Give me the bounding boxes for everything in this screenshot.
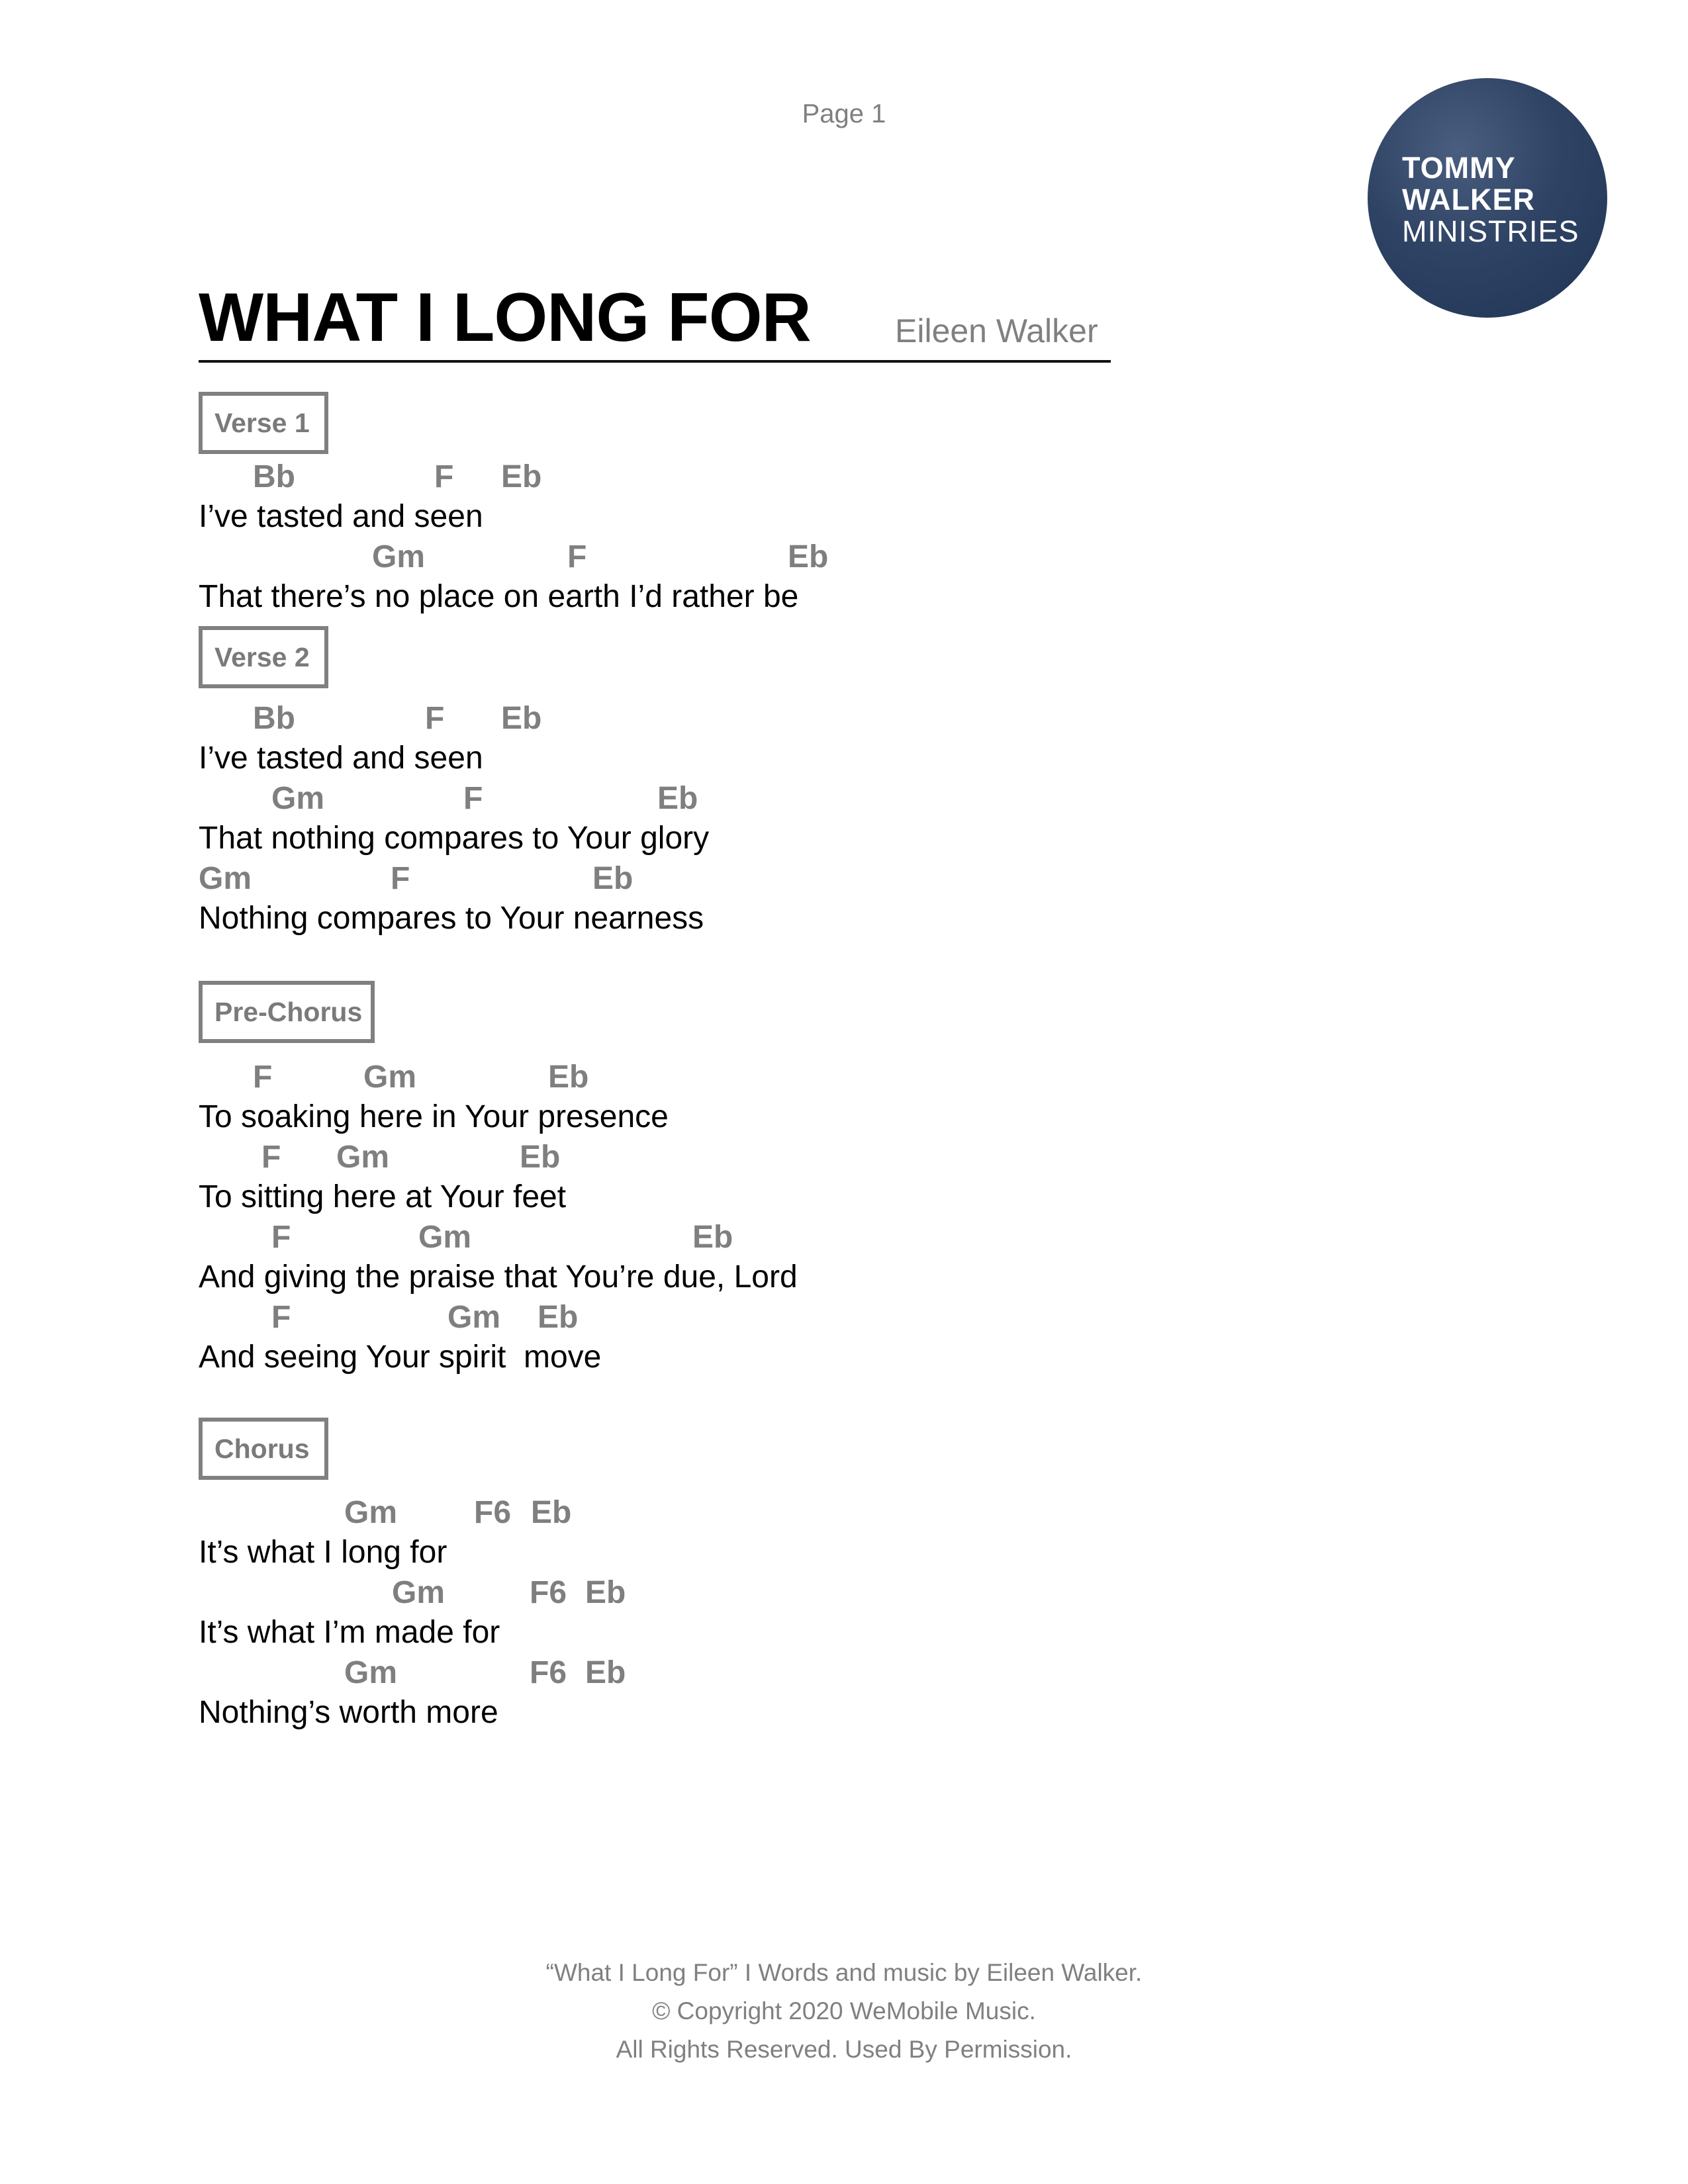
- chord: Eb: [585, 1655, 626, 1690]
- chord: Gm: [392, 1575, 445, 1610]
- song-author: Eileen Walker: [895, 312, 1098, 349]
- lyric-line: That there’s no place on earth I’d rather be: [199, 579, 799, 614]
- lyric-line: And giving the praise that You’re due, Lord: [199, 1259, 798, 1295]
- chord: F: [434, 459, 454, 494]
- chord: Eb: [788, 539, 829, 574]
- chord: F: [425, 701, 445, 736]
- chord: F: [391, 861, 410, 896]
- chord: Eb: [538, 1300, 579, 1335]
- lyric-line: It’s what I long for: [199, 1535, 447, 1570]
- section-label-verse-2: Verse 2: [199, 626, 328, 688]
- song-title: WHAT I LONG FOR: [199, 279, 811, 356]
- chord: F: [463, 781, 483, 816]
- section-label-chorus: Chorus: [199, 1418, 328, 1480]
- chord: F: [271, 1300, 291, 1335]
- footer-credits: “What I Long For” I Words and music by Eileen Walker.: [545, 1959, 1143, 1986]
- chord: Eb: [520, 1140, 561, 1175]
- chord: F: [567, 539, 587, 574]
- section-label-verse-1: Verse 1: [199, 392, 328, 454]
- chord: Eb: [585, 1575, 626, 1610]
- chord: Eb: [501, 701, 542, 736]
- chord: Eb: [657, 781, 698, 816]
- footer-copyright: © Copyright 2020 WeMobile Music.: [652, 1997, 1036, 2025]
- chord: Gm: [363, 1060, 417, 1095]
- chord: Gm: [418, 1220, 472, 1255]
- chord: Gm: [344, 1495, 398, 1530]
- chord: F6: [530, 1575, 567, 1610]
- chord: Gm: [199, 861, 252, 896]
- chord: Eb: [692, 1220, 733, 1255]
- lyric-line: To soaking here in Your presence: [199, 1099, 669, 1134]
- section-label-pre-chorus: Pre-Chorus: [199, 981, 375, 1043]
- logo-line-1: TOMMY: [1402, 151, 1516, 185]
- chord: F6: [474, 1495, 512, 1530]
- chord: Eb: [501, 459, 542, 494]
- chord: Gm: [344, 1655, 398, 1690]
- lyric-line: I’ve tasted and seen: [199, 499, 483, 534]
- lyric-line: It’s what I’m made for: [199, 1615, 500, 1650]
- lyric-line: And seeing Your spirit move: [199, 1340, 602, 1375]
- lyric-line: Nothing compares to Your nearness: [199, 901, 704, 936]
- chord: Eb: [592, 861, 633, 896]
- chord: Gm: [271, 781, 325, 816]
- chord: Gm: [372, 539, 426, 574]
- chord: F: [261, 1140, 281, 1175]
- chord: Bb: [253, 701, 295, 736]
- chord: F: [271, 1220, 291, 1255]
- lyric-line: That nothing compares to Your glory: [199, 821, 710, 856]
- logo-line-3: MINISTRIES: [1402, 214, 1579, 248]
- chord: F6: [530, 1655, 567, 1690]
- chord: Eb: [531, 1495, 572, 1530]
- chord: Gm: [447, 1300, 501, 1335]
- chord: Gm: [336, 1140, 390, 1175]
- page-number: Page 1: [802, 99, 886, 128]
- title-divider: [199, 360, 1111, 363]
- ministry-logo: [1368, 78, 1607, 318]
- lyric-line: I’ve tasted and seen: [199, 741, 483, 776]
- lyric-line: Nothing’s worth more: [199, 1695, 498, 1730]
- chord: Bb: [253, 459, 295, 494]
- logo-line-2: WALKER: [1402, 183, 1535, 216]
- chord: F: [253, 1060, 273, 1095]
- chord: Eb: [548, 1060, 589, 1095]
- footer-rights: All Rights Reserved. Used By Permission.: [616, 2036, 1072, 2063]
- lyric-line: To sitting here at Your feet: [199, 1179, 567, 1214]
